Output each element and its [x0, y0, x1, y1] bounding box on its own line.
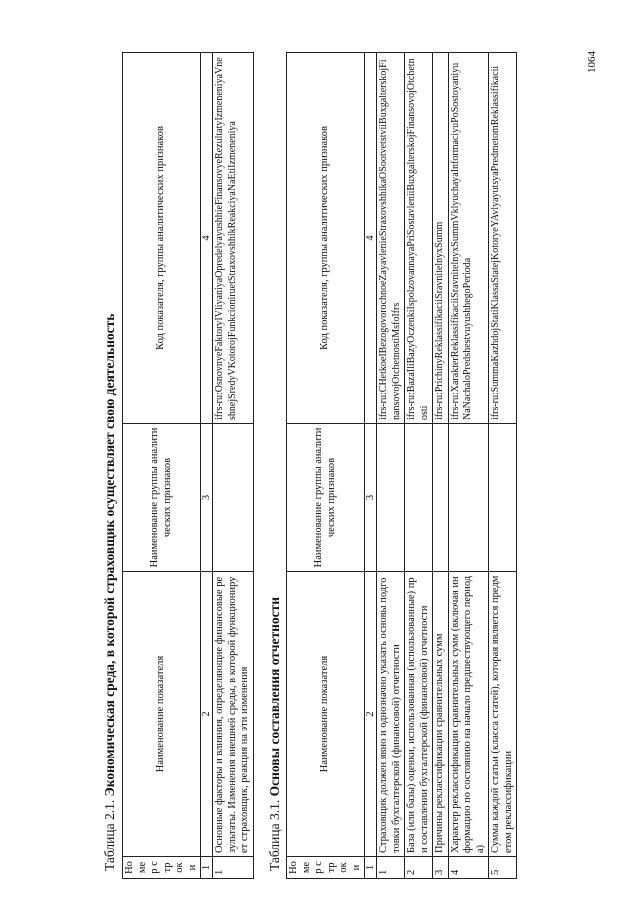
- table2-column-numbers-row: [365, 53, 377, 879]
- table-row: [433, 53, 449, 879]
- row-number: 5: [489, 857, 517, 879]
- indicator-code: ifrs-ru:XarakterReklassifikaciiSravnitelnyxSummVklyuchayaInformaciyuPoSostoyaniyuNaNachaloPredshestvuyushhegoPerioda: [448, 53, 489, 424]
- column-number: 4: [201, 53, 213, 424]
- table1-header-indicator-name: Наименование показателя: [123, 572, 201, 857]
- column-number: 2: [201, 572, 213, 857]
- table-row: [448, 53, 489, 879]
- table1-header-row: [123, 53, 201, 879]
- indicator-name: Основные факторы и влияния, определяющие финансовые результаты. Изменения внешней среды, в которой функционирует страховщик, реакция на эти изменения: [213, 572, 254, 857]
- table2: [286, 52, 517, 879]
- group-name: [377, 424, 405, 572]
- table2-header-row: [287, 53, 365, 879]
- column-number: 2: [365, 572, 377, 857]
- column-number: 3: [365, 424, 377, 572]
- table2-header-indicator-code: Код показателя, группы аналитических признаков: [287, 53, 365, 424]
- indicator-code: ifrs-ru:SummaKazhdojStatiKlassaStatejKotoryeYAvlyayutsyaPredmetomReklassifikacii: [489, 53, 517, 424]
- table2-caption-prefix: Таблица 3.1.: [267, 799, 282, 871]
- table2-header-indicator-name: Наименование показателя: [287, 572, 365, 857]
- column-number: 1: [201, 857, 213, 879]
- table1-caption: [102, 314, 118, 871]
- page-number: 1064: [586, 51, 598, 73]
- indicator-name: Характер реклассификации сравнительных сумм (включая информацию по состоянию на начало предшествующего периода): [448, 572, 489, 857]
- indicator-code: ifrs-ru:OsnovnyeFaktoryIVliyaniyaOpredelyayushhieFinansovyeRezultatyIzmeneniyaVneshnejSredyVKotorojFunkcioniruetStraxovshhikReakciyaNaEtiIzmeneniya: [213, 53, 254, 424]
- table1-header-group-name: Наименование группы аналитических признаков: [123, 424, 201, 572]
- row-number: 4: [448, 857, 489, 879]
- indicator-code: ifrs-ru:PrichinyReklassifikaciiSravnitelnyxSumm: [433, 53, 449, 424]
- group-name: [433, 424, 449, 572]
- table2-header-group-name: Наименование группы аналитических признаков: [287, 424, 365, 572]
- table1-caption-title: Экономическая среда, в которой страховщик осуществляет свою деятельность: [102, 313, 117, 797]
- table1-caption-prefix: Таблица 2.1.: [102, 799, 117, 871]
- table-row: [489, 53, 517, 879]
- table-row: [213, 53, 254, 879]
- indicator-code: ifrs-ru:CHetkoeIBezogovorochnoeZayavlenieStraxovshhikaOSootvetstviiBuxgalterskojFinansovojOtchetnostiMsfoIfrs: [377, 53, 405, 424]
- indicator-name: Сумма каждой статьи (класса статей), которая является предметом реклассификации: [489, 572, 517, 857]
- group-name: [448, 424, 489, 572]
- column-number: 4: [365, 53, 377, 424]
- row-number: 1: [213, 857, 254, 879]
- column-number: 3: [201, 424, 213, 572]
- table-row: [405, 53, 433, 879]
- indicator-code: ifrs-ru:BazaIliBazyOczenkiIspolzovannayaPriSostavleniiBuxgalterskojFinansovojOtchetnosti: [405, 53, 433, 424]
- group-name: [405, 424, 433, 572]
- row-number: 3: [433, 857, 449, 879]
- table2-caption-title: Основы составления отчетности: [267, 596, 282, 797]
- table1-header-indicator-code: Код показателя, группы аналитических признаков: [123, 53, 201, 424]
- column-number: 1: [365, 857, 377, 879]
- indicator-name: Страховщик должен явно и однозначно указать основы подготовки бухгалтерской (финансовой) отчетности: [377, 572, 405, 857]
- table-row: [377, 53, 405, 879]
- row-number: 2: [405, 857, 433, 879]
- group-name: [213, 424, 254, 572]
- table1-column-numbers-row: [201, 53, 213, 879]
- table1: [122, 52, 254, 879]
- table1-header-row-number: Номер строки: [123, 857, 201, 879]
- indicator-name: База (или базы) оценки, использованная (использованные) при составлении бухгалтерской (финансовой) отчетности: [405, 572, 433, 857]
- table2-caption: [267, 597, 283, 871]
- indicator-name: Причины реклассификации сравнительных сумм: [433, 572, 449, 857]
- group-name: [489, 424, 517, 572]
- table2-header-row-number: Номер строки: [287, 857, 365, 879]
- row-number: 1: [377, 857, 405, 879]
